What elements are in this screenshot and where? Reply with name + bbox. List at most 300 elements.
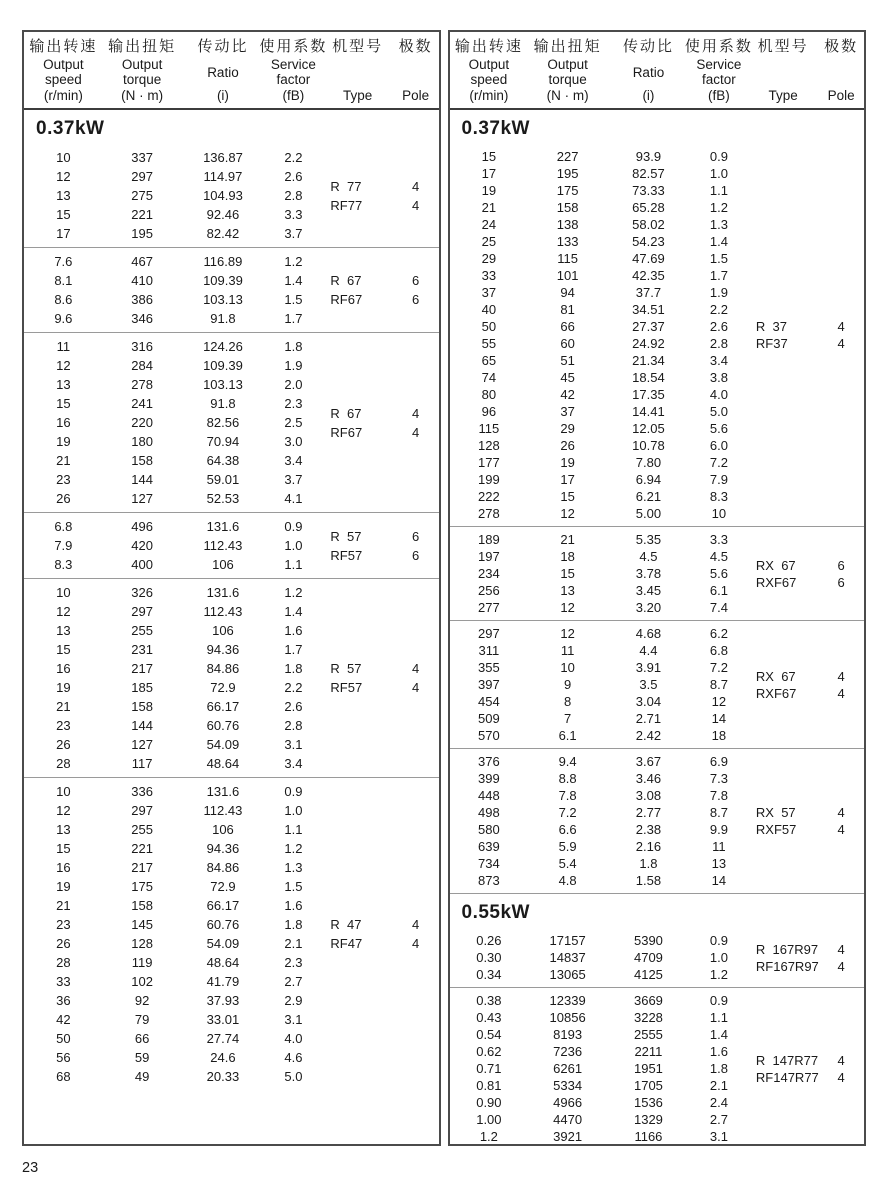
- column-header-zh: 使用系数: [259, 38, 328, 55]
- service-factor-cell: 2.4: [709, 1095, 728, 1110]
- service-factor-cell: 7.2: [709, 660, 728, 675]
- output-speed-cell: 570: [478, 728, 500, 743]
- pole-line: 4: [837, 1052, 845, 1068]
- type-cell: [322, 337, 392, 508]
- output-torque-cell: 326: [131, 585, 153, 600]
- pole-line: 4: [837, 958, 845, 974]
- column-header: [528, 37, 607, 104]
- output-torque-cell: 4966: [553, 1095, 583, 1110]
- output-speed-cell: 15: [56, 642, 71, 657]
- service-factor-cell: 7.3: [709, 771, 728, 786]
- output-torque-cell: 400: [131, 557, 153, 572]
- ratio-cell: 1.8: [639, 856, 658, 871]
- ratio-cell: 94.36: [206, 841, 240, 856]
- output-speed-cell: 873: [478, 873, 500, 888]
- output-speed-cell: 0.26: [476, 933, 502, 948]
- column-header: [684, 37, 753, 104]
- service-factor-cell: 3.7: [284, 472, 303, 487]
- output-torque-cell: 4470: [553, 1112, 583, 1127]
- gear-ratio-group: [24, 512, 439, 578]
- output-speed-cell: 12: [56, 803, 71, 818]
- output-speed-cell: 1.2: [479, 1129, 498, 1144]
- ratio-cell: 1536: [633, 1095, 663, 1110]
- ratio-cell: 103.13: [203, 377, 243, 392]
- service-factor-cell: 6.8: [709, 643, 728, 658]
- output-speed-cell: 15: [56, 207, 71, 222]
- ratio-cell: 52.53: [206, 491, 240, 506]
- output-torque-cell: 12: [560, 626, 575, 641]
- column-header-zh: 机型号: [757, 38, 809, 55]
- ratio-cell: 59.01: [206, 472, 240, 487]
- service-factor-cell: 2.9: [284, 993, 303, 1008]
- output-torque-cell: 127: [131, 491, 153, 506]
- service-factor-cell: 1.4: [284, 604, 303, 619]
- ratio-cell: 73.33: [632, 183, 665, 198]
- spec-table-left: [22, 30, 441, 1146]
- output-speed-cell: 734: [478, 856, 500, 871]
- ratio-cell: 112.43: [203, 604, 243, 619]
- service-factor-cell: 2.7: [709, 1112, 728, 1127]
- column-header-en-line: speed: [44, 72, 82, 87]
- ratio-cell: 17.35: [632, 387, 665, 402]
- output-speed-cell: 33: [481, 268, 497, 283]
- pole-cell: [818, 992, 864, 1145]
- type-line: R 167R97: [755, 941, 819, 957]
- service-factor-cell: 8.7: [709, 805, 728, 820]
- ratio-cell: 84.86: [206, 661, 240, 676]
- output-torque-cell: 66: [134, 1031, 150, 1046]
- output-torque-cell: 6.1: [558, 728, 577, 743]
- column-header-unit: (N · m): [121, 88, 164, 103]
- type-line: RF67: [330, 292, 363, 307]
- column-header-en-line: Ratio: [632, 64, 665, 80]
- ratio-cell: 54.09: [206, 936, 240, 951]
- ratio-cell: 2.38: [635, 822, 662, 837]
- pole-line: 6: [412, 547, 420, 563]
- service-factor-cell: 2.1: [709, 1078, 728, 1093]
- output-torque-cell: 119: [131, 955, 153, 970]
- service-factor-cell: 1.6: [709, 1044, 728, 1059]
- column-header-zh: 极数: [398, 38, 433, 55]
- output-torque-cell: 195: [131, 226, 153, 241]
- output-torque-cell: 185: [131, 680, 153, 695]
- output-torque-cell: 255: [131, 822, 153, 837]
- service-factor-cell: 4.6: [284, 1050, 303, 1065]
- output-torque-cell: 255: [131, 623, 153, 638]
- output-torque-cell: 49: [134, 1069, 150, 1084]
- output-torque-cell: 221: [131, 841, 153, 856]
- output-speed-cell: 0.54: [476, 1027, 502, 1042]
- output-speed-cell: 15: [56, 841, 71, 856]
- service-factor-cell: 1.8: [709, 1061, 728, 1076]
- output-speed-cell: 509: [478, 711, 500, 726]
- output-speed-cell: 454: [478, 694, 500, 709]
- ratio-cell: 2.42: [635, 728, 662, 743]
- ratio-cell: 104.93: [203, 188, 243, 203]
- ratio-cell: 5.00: [635, 506, 662, 521]
- ratio-cell: 3.04: [635, 694, 662, 709]
- output-torque-cell: 297: [131, 169, 153, 184]
- type-line: RF57: [330, 680, 363, 695]
- output-torque-cell: 144: [131, 472, 153, 487]
- output-speed-cell: 13: [56, 623, 71, 638]
- service-factor-cell: 1.4: [709, 234, 728, 249]
- type-line: RF147R77: [755, 1069, 819, 1085]
- ratio-cell: 48.64: [206, 955, 240, 970]
- service-factor-cell: 14: [711, 873, 727, 888]
- output-torque-cell: 42: [560, 387, 575, 402]
- service-factor-cell: 1.7: [709, 268, 728, 283]
- type-line: R 37: [755, 319, 787, 334]
- output-speed-cell: 15: [481, 149, 497, 164]
- ratio-cell: 82.57: [632, 166, 665, 181]
- service-factor-cell: 1.4: [709, 1027, 728, 1042]
- output-speed-cell: 7.6: [54, 254, 73, 269]
- power-section-heading: 0.37kW: [461, 118, 530, 139]
- output-torque-cell: 346: [131, 311, 153, 326]
- ratio-cell: 131.6: [206, 784, 240, 799]
- service-factor-cell: 2.6: [709, 319, 728, 334]
- column-header-en: [207, 57, 239, 87]
- column-header-en: [547, 57, 588, 87]
- output-speed-cell: 10: [56, 784, 71, 799]
- output-speed-cell: 21: [481, 200, 497, 215]
- column-header-unit: (N · m): [546, 88, 589, 103]
- service-factor-cell: 0.9: [709, 149, 728, 164]
- service-factor-cell: 5.0: [709, 404, 728, 419]
- service-factor-cell: 2.2: [284, 680, 303, 695]
- ratio-cell: 21.34: [632, 353, 665, 368]
- output-speed-cell: 24: [481, 217, 497, 232]
- service-factor-cell: 6.2: [709, 626, 728, 641]
- type-line: RF37: [755, 336, 788, 351]
- output-speed-cell: 23: [56, 718, 71, 733]
- service-factor-cell: 1.7: [284, 311, 303, 326]
- service-factor-cell: 1.6: [284, 898, 303, 913]
- output-torque-cell: 195: [556, 166, 579, 181]
- column-header-zh: 输出扭矩: [533, 38, 602, 55]
- ratio-cell: 91.8: [210, 311, 236, 326]
- gear-ratio-group: [24, 777, 439, 1090]
- service-factor-cell: 12: [711, 694, 727, 709]
- table-header-row: [450, 32, 865, 110]
- output-torque-cell: 297: [131, 803, 153, 818]
- service-factor-cell: 3.1: [709, 1129, 728, 1144]
- output-torque-cell: 284: [131, 358, 153, 373]
- ratio-cell: 7.80: [635, 455, 662, 470]
- service-factor-cell: 2.6: [284, 169, 303, 184]
- column-header: [322, 37, 392, 104]
- ratio-cell: 1.58: [635, 873, 662, 888]
- service-factor-cell: 1.8: [284, 917, 303, 932]
- column-header-unit: (i): [216, 88, 229, 103]
- service-factor-cell: 4.0: [284, 1031, 303, 1046]
- service-factor-cell: 1.9: [709, 285, 728, 300]
- ratio-cell: 4.5: [639, 549, 658, 564]
- output-speed-cell: 13: [56, 377, 71, 392]
- output-speed-cell: 8.6: [54, 292, 73, 307]
- service-factor-cell: 7.2: [709, 455, 728, 470]
- pole-line: 4: [412, 197, 420, 213]
- output-speed-cell: 50: [481, 319, 497, 334]
- ratio-cell: 116.89: [203, 254, 243, 269]
- column-header-unit: (fB): [282, 88, 305, 103]
- output-speed-cell: 12: [56, 169, 71, 184]
- output-torque-cell: 7.8: [558, 788, 577, 803]
- output-torque-cell: 217: [131, 661, 153, 676]
- output-torque-cell: 13: [560, 583, 575, 598]
- ratio-cell: 84.86: [206, 860, 240, 875]
- ratio-cell: 6.21: [635, 489, 662, 504]
- column-header-zh: 输出扭矩: [108, 38, 177, 55]
- ratio-cell: 27.37: [632, 319, 665, 334]
- output-speed-cell: 19: [56, 680, 71, 695]
- ratio-cell: 3669: [633, 993, 663, 1008]
- pole-line: 4: [837, 805, 845, 820]
- gear-ratio-group: [450, 526, 865, 620]
- service-factor-cell: 11: [712, 839, 726, 854]
- ratio-cell: 1166: [634, 1129, 663, 1144]
- output-torque-cell: 231: [131, 642, 153, 657]
- output-speed-cell: 448: [478, 788, 500, 803]
- output-torque-cell: 6261: [553, 1061, 583, 1076]
- pole-line: 6: [412, 292, 420, 307]
- output-torque-cell: 220: [131, 415, 153, 430]
- output-speed-cell: 115: [478, 421, 500, 436]
- column-header-zh: 机型号: [332, 38, 384, 55]
- service-factor-cell: 1.0: [709, 166, 728, 181]
- output-torque-cell: 221: [131, 207, 153, 222]
- service-factor-cell: 7.8: [709, 788, 728, 803]
- output-speed-cell: 234: [478, 566, 500, 581]
- output-speed-cell: 177: [478, 455, 500, 470]
- service-factor-cell: 1.1: [284, 557, 303, 572]
- column-header: [748, 37, 818, 104]
- output-speed-cell: 8.3: [54, 557, 73, 572]
- output-torque-cell: 29: [560, 421, 575, 436]
- column-header-en-line: Ratio: [207, 64, 239, 80]
- service-factor-cell: 9.9: [709, 822, 728, 837]
- output-speed-cell: 278: [478, 506, 500, 521]
- output-speed-cell: 50: [56, 1031, 71, 1046]
- output-speed-cell: 0.34: [476, 967, 502, 982]
- output-torque-cell: 336: [131, 784, 153, 799]
- service-factor-cell: 0.9: [709, 993, 728, 1008]
- column-header-en: [696, 57, 741, 87]
- output-speed-cell: 74: [481, 370, 497, 385]
- ratio-cell: 106: [212, 822, 234, 837]
- service-factor-cell: 0.9: [284, 519, 303, 534]
- pole-line: 4: [412, 178, 420, 194]
- spec-table-right: [448, 30, 867, 1146]
- pole-line: 4: [837, 1069, 845, 1085]
- output-torque-cell: 9: [564, 677, 572, 692]
- column-header-unit: Pole: [402, 88, 430, 103]
- output-torque-cell: 79: [134, 1012, 150, 1027]
- service-factor-cell: 2.0: [284, 377, 303, 392]
- service-factor-cell: 10: [711, 506, 727, 521]
- column-header-en: [633, 57, 665, 87]
- pole-line: 4: [412, 680, 420, 695]
- output-speed-cell: 222: [478, 489, 500, 504]
- type-line: RXF67: [755, 685, 797, 701]
- ratio-cell: 3228: [633, 1010, 663, 1025]
- column-header-zh: 传动比: [197, 38, 249, 55]
- output-speed-cell: 42: [56, 1012, 71, 1027]
- service-factor-cell: 7.9: [709, 472, 728, 487]
- pole-line: 6: [412, 273, 420, 288]
- output-torque-cell: 19: [560, 455, 575, 470]
- service-factor-cell: 2.8: [284, 718, 303, 733]
- type-cell: [322, 782, 392, 1086]
- output-speed-cell: 0.90: [476, 1095, 502, 1110]
- output-torque-cell: 8193: [553, 1027, 583, 1042]
- page-number: 23: [22, 1160, 39, 1176]
- output-torque-cell: 15: [560, 489, 575, 504]
- pole-line: 4: [837, 668, 845, 684]
- service-factor-cell: 1.0: [284, 538, 303, 553]
- ratio-cell: 14.41: [632, 404, 665, 419]
- ratio-cell: 4.68: [635, 626, 662, 641]
- service-factor-cell: 3.4: [709, 353, 728, 368]
- service-factor-cell: 3.0: [284, 434, 303, 449]
- output-torque-cell: 7236: [553, 1044, 583, 1059]
- ratio-cell: 37.93: [206, 993, 240, 1008]
- ratio-cell: 106: [212, 623, 234, 638]
- ratio-cell: 4709: [633, 950, 663, 965]
- output-torque-cell: 410: [131, 273, 153, 288]
- pole-cell: [818, 531, 864, 616]
- type-cell: [748, 932, 818, 983]
- service-factor-cell: 2.7: [284, 974, 303, 989]
- service-factor-cell: 1.5: [284, 292, 303, 307]
- ratio-cell: 24.6: [210, 1050, 236, 1065]
- output-speed-cell: 55: [481, 336, 497, 351]
- output-torque-cell: 15: [560, 566, 575, 581]
- output-speed-cell: 12: [56, 604, 71, 619]
- ratio-cell: 24.92: [632, 336, 665, 351]
- ratio-cell: 3.91: [635, 660, 662, 675]
- output-torque-cell: 117: [131, 756, 153, 771]
- output-speed-cell: 56: [56, 1050, 71, 1065]
- service-factor-cell: 2.2: [709, 302, 728, 317]
- service-factor-cell: 6.9: [709, 754, 728, 769]
- pole-cell: [818, 148, 864, 522]
- column-header-en-line: Service: [696, 57, 742, 72]
- output-speed-cell: 25: [481, 234, 497, 249]
- pole-cell: [393, 782, 439, 1086]
- gear-ratio-group: [450, 620, 865, 748]
- output-torque-cell: 59: [134, 1050, 150, 1065]
- service-factor-cell: 1.5: [709, 251, 728, 266]
- service-factor-cell: 3.1: [284, 737, 303, 752]
- column-header-en-line: Output: [43, 57, 84, 72]
- output-torque-cell: 7: [564, 711, 572, 726]
- pole-line: 4: [412, 424, 420, 440]
- output-torque-cell: 386: [131, 292, 153, 307]
- ratio-cell: 3.78: [635, 566, 662, 581]
- output-speed-cell: 355: [478, 660, 500, 675]
- output-speed-cell: 10: [56, 585, 71, 600]
- service-factor-cell: 0.9: [284, 784, 303, 799]
- output-speed-cell: 16: [56, 415, 71, 430]
- output-speed-cell: 0.38: [476, 993, 502, 1008]
- output-speed-cell: 28: [56, 955, 71, 970]
- output-speed-cell: 28: [56, 756, 71, 771]
- ratio-cell: 106: [212, 557, 234, 572]
- pole-cell: [393, 337, 439, 508]
- output-torque-cell: 92: [134, 993, 150, 1008]
- ratio-cell: 2211: [634, 1044, 663, 1059]
- table-header-row: [24, 32, 439, 110]
- output-torque-cell: 180: [131, 434, 153, 449]
- output-torque-cell: 8.8: [558, 771, 577, 786]
- type-line: RX 67: [755, 668, 796, 684]
- pole-line: 4: [837, 822, 845, 837]
- output-speed-cell: 0.43: [476, 1010, 502, 1025]
- pole-line: 4: [412, 405, 420, 421]
- service-factor-cell: 1.2: [284, 841, 303, 856]
- ratio-cell: 27.74: [206, 1031, 240, 1046]
- pole-line: 4: [837, 941, 845, 957]
- column-header-en: [469, 57, 510, 87]
- output-torque-cell: 37: [560, 404, 575, 419]
- column-header-en: [271, 57, 316, 87]
- ratio-cell: 1705: [633, 1078, 663, 1093]
- output-torque-cell: 13065: [549, 967, 586, 982]
- output-torque-cell: 66: [560, 319, 575, 334]
- output-torque-cell: 6.6: [558, 822, 577, 837]
- output-speed-cell: 13: [56, 822, 71, 837]
- power-section-heading: 0.37kW: [36, 118, 105, 139]
- output-torque-cell: 11: [560, 643, 575, 658]
- output-torque-cell: 175: [131, 879, 153, 894]
- ratio-cell: 60.76: [206, 917, 240, 932]
- output-speed-cell: 15: [56, 396, 71, 411]
- type-cell: [322, 517, 392, 574]
- ratio-cell: 131.6: [206, 585, 240, 600]
- output-torque-cell: 94: [560, 285, 575, 300]
- output-speed-cell: 498: [478, 805, 500, 820]
- service-factor-cell: 3.7: [284, 226, 303, 241]
- column-header: [818, 37, 864, 104]
- output-torque-cell: 133: [556, 234, 579, 249]
- output-torque-cell: 5334: [553, 1078, 583, 1093]
- type-line: RF67: [330, 424, 363, 440]
- service-factor-cell: 2.1: [284, 936, 303, 951]
- type-line: RF77: [330, 197, 363, 213]
- output-torque-cell: 145: [131, 917, 153, 932]
- output-torque-cell: 102: [131, 974, 153, 989]
- output-torque-cell: 158: [131, 898, 153, 913]
- output-torque-cell: 10856: [549, 1010, 586, 1025]
- column-header-en-line: Output: [547, 57, 588, 72]
- output-torque-cell: 115: [557, 251, 578, 266]
- gear-ratio-group: [24, 578, 439, 777]
- ratio-cell: 64.38: [206, 453, 240, 468]
- ratio-cell: 1951: [633, 1061, 663, 1076]
- pole-line: 4: [837, 685, 845, 701]
- output-torque-cell: 420: [131, 538, 153, 553]
- service-factor-cell: 2.3: [284, 955, 303, 970]
- ratio-cell: 92.46: [206, 207, 240, 222]
- ratio-cell: 91.8: [210, 396, 236, 411]
- gear-ratio-group: [24, 144, 439, 247]
- service-factor-cell: 1.3: [709, 217, 728, 232]
- ratio-cell: 112.43: [203, 803, 243, 818]
- output-torque-cell: 496: [131, 519, 153, 534]
- column-header-en-line: speed: [470, 72, 508, 87]
